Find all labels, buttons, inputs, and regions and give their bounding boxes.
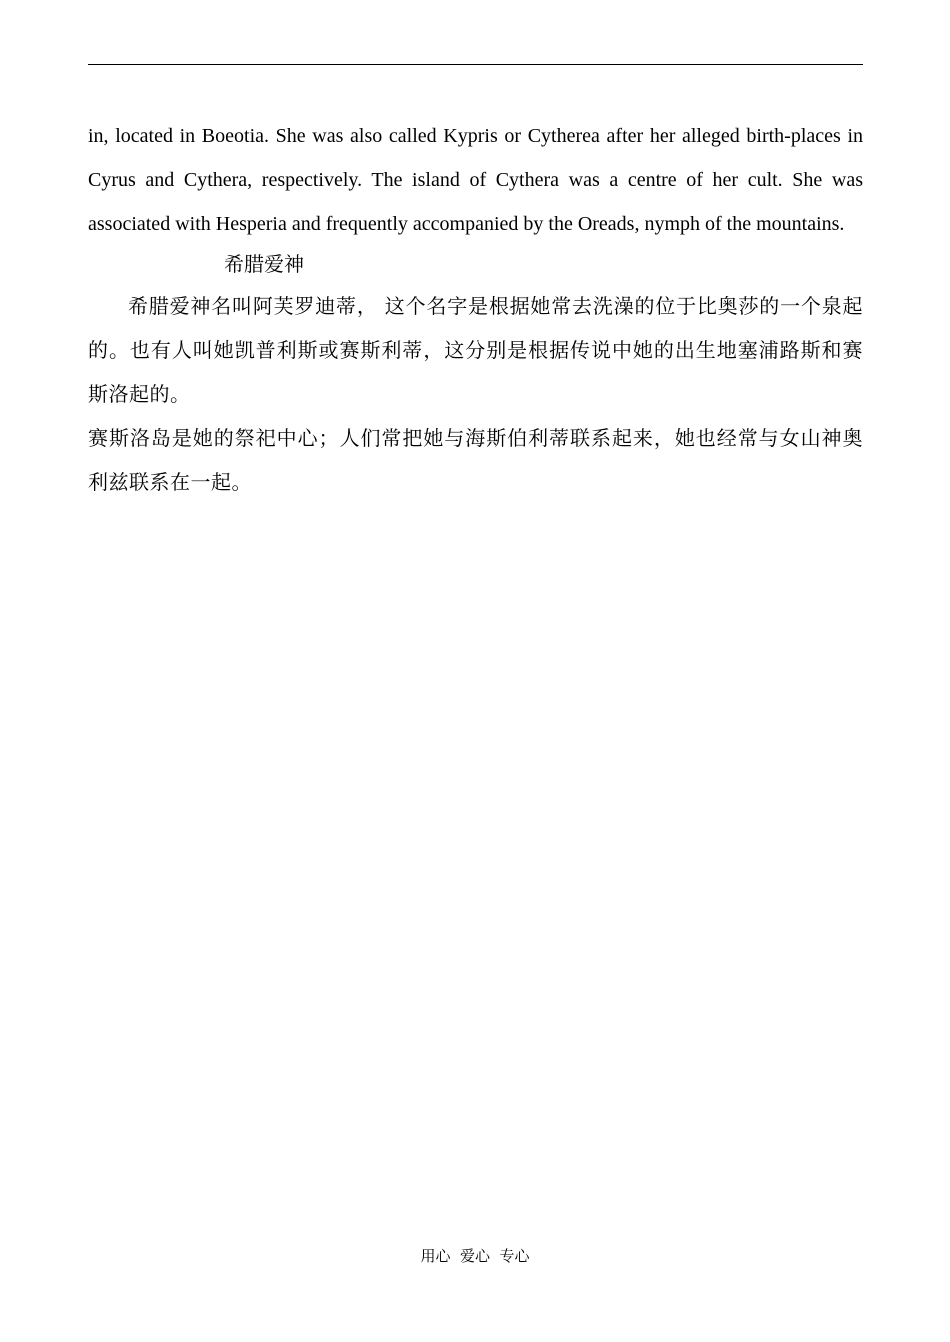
header-rule — [88, 64, 863, 65]
chinese-paragraph-2: 赛斯洛岛是她的祭祀中心；人们常把她与海斯伯利蒂联系起来，她也经常与女山神奥利兹联系在一起。 — [88, 426, 863, 494]
document-body — [88, 114, 863, 504]
page-footer: 用心 爱心 专心 — [420, 1247, 530, 1265]
chinese-section-title: 希腊爱神 — [224, 252, 304, 276]
chinese-paragraph-1: 希腊爱神名叫阿芙罗迪蒂， 这个名字是根据她常去洗澡的位于比奥莎的一个泉起的。也有人叫她凯普利斯或赛斯利蒂，这分别是根据传说中她的出生地塞浦路斯和赛斯洛起的。 — [88, 294, 863, 406]
english-paragraph: in, located in Boeotia. She was also called Kypris or Cytherea after her alleged birth-places in Cyrus and Cythera, respectively. The island of Cythera was a centre of her cult. She was associated with Hesperia and frequently accompanied by the Oreads, nymph of the mountains. — [88, 125, 863, 235]
